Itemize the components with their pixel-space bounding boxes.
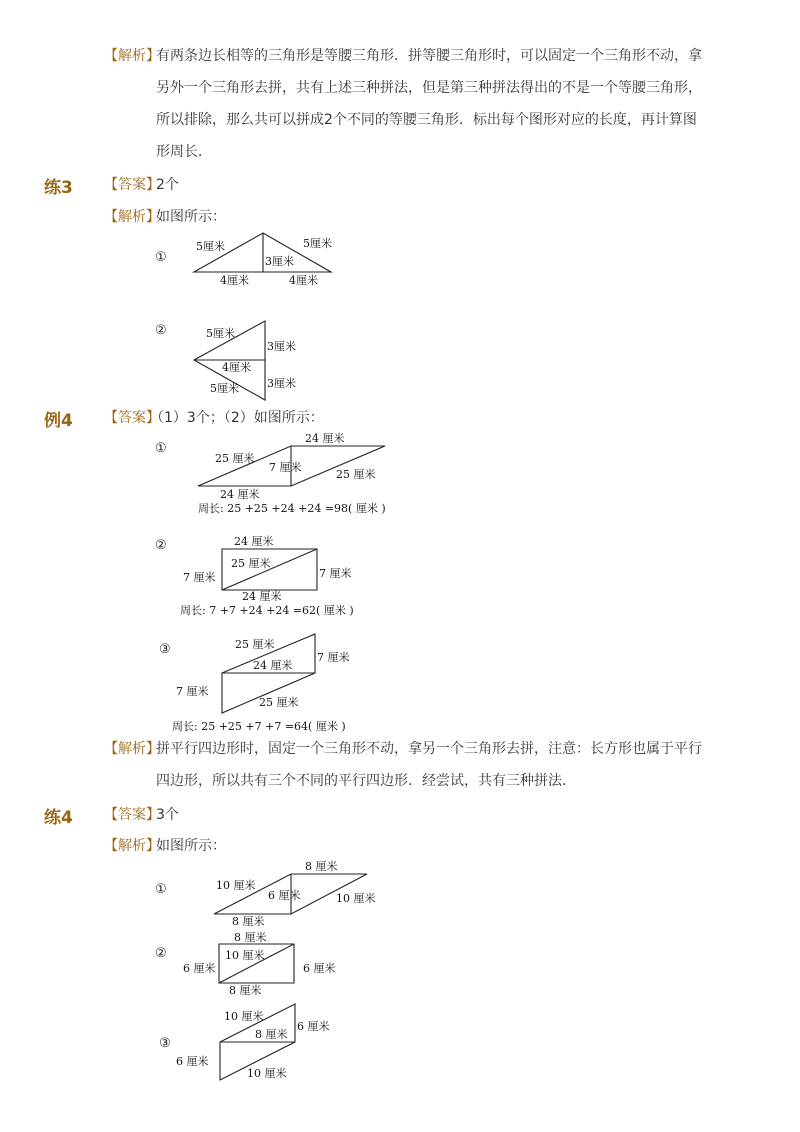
text-line: 形周长． <box>156 144 212 160</box>
length-label: 6 厘米 <box>176 1055 209 1068</box>
length-label: 4厘米 <box>289 274 318 287</box>
length-label: 10 厘米 <box>224 1010 264 1023</box>
figure-marker: ① <box>155 441 167 456</box>
length-label: 8 厘米 <box>305 860 338 873</box>
answer-label: 【答案】 <box>104 410 160 426</box>
perimeter-formula: 周长: 25 +25 +7 +7 =64( 厘米 ) <box>172 720 346 733</box>
text-line: 有两条边长相等的三角形是等腰三角形．拼等腰三角形时，可以固定一个三角形不动，拿 <box>156 48 702 64</box>
length-label: 5厘米 <box>196 240 225 253</box>
analysis-label: 【解析】 <box>104 838 160 854</box>
figure-marker: ② <box>155 538 167 553</box>
length-label: 25 厘米 <box>235 638 275 651</box>
length-label: 10 厘米 <box>225 949 265 962</box>
length-label: 7 厘米 <box>176 685 209 698</box>
analysis-text: 如图所示： <box>156 838 226 854</box>
analysis-text: 如图所示： <box>156 209 226 225</box>
figure-marker: ① <box>155 882 167 897</box>
answer-text: 2个 <box>156 177 179 193</box>
problem-number: 例4 <box>44 411 73 431</box>
text-line: 所以排除，那么共可以拼成2个不同的等腰三角形．标出每个图形对应的长度，再计算图 <box>156 112 697 128</box>
text-line: 另外一个三角形去拼，共有上述三种拼法，但是第三种拼法得出的不是一个等腰三角形， <box>156 80 702 96</box>
figure-marker: ③ <box>159 1036 171 1051</box>
length-label: 10 厘米 <box>247 1067 287 1080</box>
length-label: 7 厘米 <box>317 651 350 664</box>
length-label: 24 厘米 <box>234 535 274 548</box>
figure-marker: ② <box>155 946 167 961</box>
length-label: 25 厘米 <box>231 557 271 570</box>
text-line: 拼平行四边形时，固定一个三角形不动，拿另一个三角形去拼，注意：长方形也属于平行 <box>156 741 702 757</box>
answer-label: 【答案】 <box>104 807 160 823</box>
analysis-label: 【解析】 <box>104 48 160 64</box>
length-label: 8 厘米 <box>234 931 267 944</box>
figure-marker: ③ <box>159 642 171 657</box>
length-label: 8 厘米 <box>255 1028 288 1041</box>
length-label: 6 厘米 <box>303 962 336 975</box>
text-line: 四边形，所以共有三个不同的平行四边形．经尝试，共有三种拼法． <box>156 773 576 789</box>
length-label: 25 厘米 <box>259 696 299 709</box>
answer-text: 3个 <box>156 807 179 823</box>
perimeter-formula: 周长: 25 +25 +24 +24 =98( 厘米 ) <box>198 502 386 515</box>
length-label: 3厘米 <box>267 377 296 390</box>
problem-number: 练4 <box>44 808 73 828</box>
length-label: 5厘米 <box>210 382 239 395</box>
length-label: 10 厘米 <box>216 879 256 892</box>
length-label: 6 厘米 <box>297 1020 330 1033</box>
answer-text: （1）3个；（2）如图所示： <box>150 410 324 426</box>
figure-marker: ② <box>155 323 167 338</box>
length-label: 6 厘米 <box>183 962 216 975</box>
length-label: 25 厘米 <box>215 452 255 465</box>
length-label: 4厘米 <box>222 361 251 374</box>
length-label: 5厘米 <box>303 237 332 250</box>
length-label: 4厘米 <box>220 274 249 287</box>
length-label: 24 厘米 <box>253 659 293 672</box>
analysis-label: 【解析】 <box>104 741 160 757</box>
length-label: 8 厘米 <box>229 984 262 997</box>
length-label: 24 厘米 <box>242 590 282 603</box>
length-label: 10 厘米 <box>336 892 376 905</box>
length-label: 7 厘米 <box>183 571 216 584</box>
length-label: 3厘米 <box>267 340 296 353</box>
length-label: 5厘米 <box>206 327 235 340</box>
perimeter-formula: 周长: 7 +7 +24 +24 =62( 厘米 ) <box>180 604 354 617</box>
length-label: 7 厘米 <box>269 461 302 474</box>
answer-label: 【答案】 <box>104 177 160 193</box>
problem-number: 练3 <box>44 178 73 198</box>
length-label: 24 厘米 <box>220 488 260 501</box>
length-label: 24 厘米 <box>305 432 345 445</box>
length-label: 6 厘米 <box>268 889 301 902</box>
length-label: 7 厘米 <box>319 567 352 580</box>
length-label: 25 厘米 <box>336 468 376 481</box>
length-label: 3厘米 <box>265 255 294 268</box>
figure-marker: ① <box>155 250 167 265</box>
analysis-label: 【解析】 <box>104 209 160 225</box>
length-label: 8 厘米 <box>232 915 265 928</box>
